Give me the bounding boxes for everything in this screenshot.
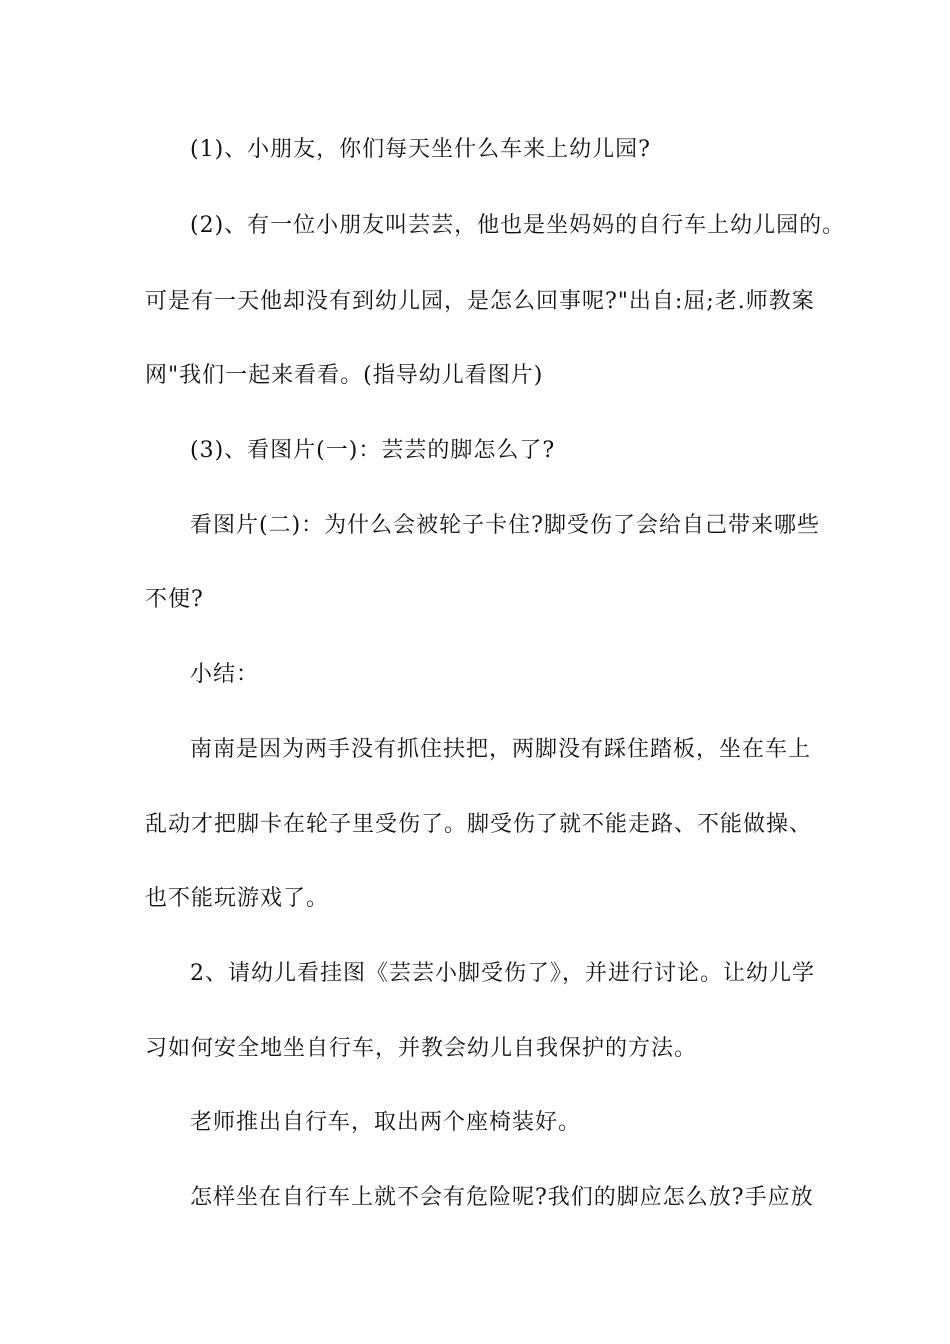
paragraph-line: 2、请幼儿看挂图《芸芸小脚受伤了》，并进行讨论。让幼儿学 — [190, 961, 815, 986]
paragraph-line: 也不能玩游戏了。 — [145, 886, 330, 911]
paragraph-line: 网"我们一起来看看。(指导幼儿看图片) — [145, 363, 544, 388]
paragraph-line: 不便? — [145, 587, 204, 612]
paragraph-line: 南南是因为两手没有抓住扶把，两脚没有踩住踏板，坐在车上 — [190, 737, 812, 762]
paragraph-line: (2)、有一位小朋友叫芸芸，他也是坐妈妈的自行车上幼儿园的。 — [190, 213, 846, 238]
section-heading: 小结： — [190, 662, 260, 687]
paragraph-line: (1)、小朋友，你们每天坐什么车来上幼儿园? — [190, 137, 651, 162]
paragraph-line: 看图片(二)：为什么会被轮子卡住?脚受伤了会给自己带来哪些 — [190, 513, 820, 538]
paragraph-line: 老师推出自行车，取出两个座椅装好。 — [190, 1110, 582, 1135]
paragraph-line: (3)、看图片(一)：芸芸的脚怎么了? — [190, 438, 556, 463]
paragraph-line: 怎样坐在自行车上就不会有危险呢?我们的脚应怎么放?手应放 — [190, 1185, 814, 1210]
paragraph-line: 习如何安全地坐自行车，并教会幼儿自我保护的方法。 — [145, 1036, 698, 1061]
paragraph-line: 乱动才把脚卡在轮子里受伤了。脚受伤了就不能走路、不能做操、 — [145, 812, 813, 837]
paragraph-line: 可是有一天他却没有到幼儿园，是怎么回事呢?"出自:屈;老.师教案 — [145, 289, 815, 314]
